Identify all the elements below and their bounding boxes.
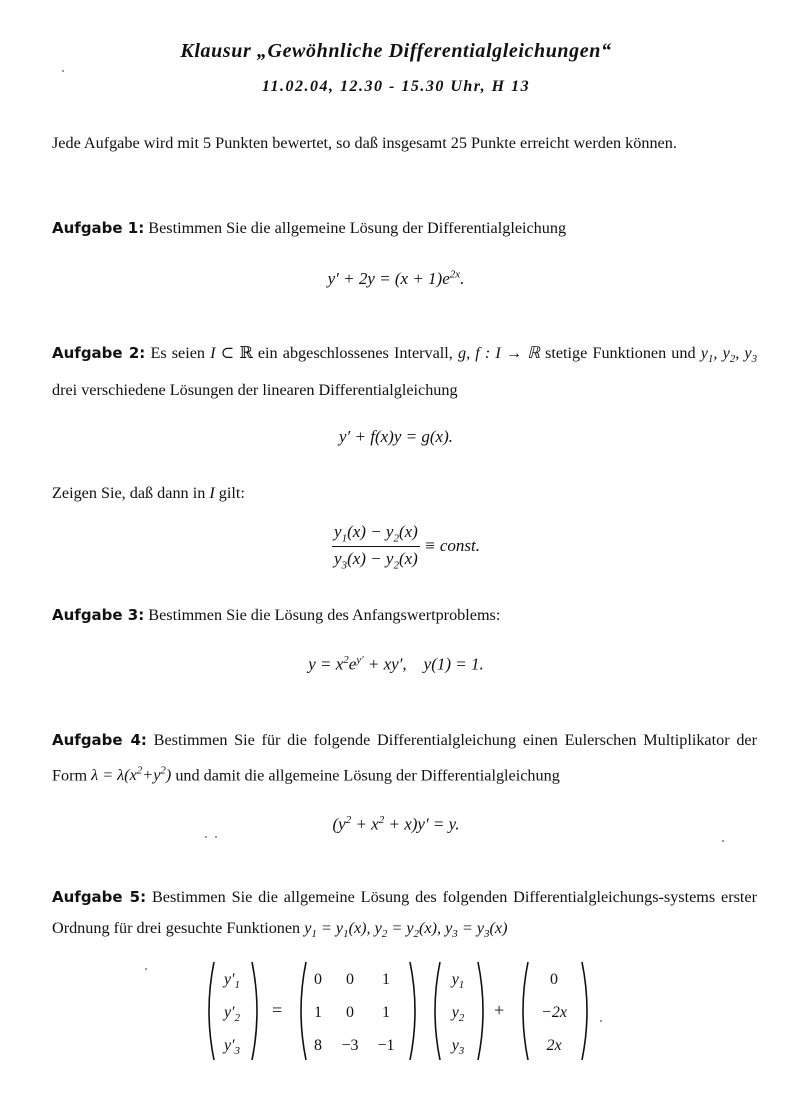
task-4-text-b: und damit die allgemeine Lösung der Differentialgleichung xyxy=(175,766,560,785)
task-5-label: Aufgabe 5: xyxy=(52,888,147,906)
matrix-cell: 0 xyxy=(346,971,354,988)
task-4-text-a: Bestimmen Sie für die folgende Differentialgleichung einen Eulerschen Multiplikator der Form xyxy=(52,731,757,785)
task-2-claim-text-a: Zeigen Sie, daß dann in xyxy=(52,484,206,502)
vec-y2: $y_2$ xyxy=(451,1004,465,1025)
rhs-right-paren xyxy=(580,960,594,1062)
matrix-cell: 8 xyxy=(314,1037,322,1054)
task-2-fraction-formula xyxy=(10,522,792,572)
task-3-formula: $y = x^2e^{y'} + xy'$, y(1) = 1. xyxy=(308,654,484,674)
task-4-multiplier: $\lambda = \lambda(x^2+y^2)$ xyxy=(91,765,172,785)
plus-sign: + xyxy=(494,1000,505,1020)
lhs-right-paren xyxy=(250,960,264,1062)
task-2-fraction xyxy=(332,522,420,572)
task-5-matrix-system xyxy=(196,956,616,1066)
scan-dot xyxy=(722,840,724,842)
task-3-text: Bestimmen Sie die Lösung des Anfangswertproblems: xyxy=(148,606,501,624)
task-5-functions: $y_1 = y_1(x)$, $y_2 = y_2(x)$, $y_3 = y_3(x)$ xyxy=(304,919,508,941)
rhs-cell: −2x xyxy=(541,1004,567,1021)
lhs-y2-prime: $y'_2$ xyxy=(223,1004,241,1025)
task-2-claim-text-b: gilt: xyxy=(218,484,245,502)
exam-subtitle: 11.02.04, 12.30 - 15.30 Uhr, H 13 xyxy=(261,78,531,95)
matrix-right-paren xyxy=(408,960,422,1062)
task-2-text-b: ⊂ ℝ ein abgeschlossenes Intervall, xyxy=(220,344,453,362)
scan-dot xyxy=(145,968,147,970)
task-2-functions: g, f : I → ℝ xyxy=(457,344,540,362)
matrix-cell: −1 xyxy=(377,1037,395,1054)
task-5-text-a: Bestimmen Sie die allgemeine Lösung des folgenden Differentialgleichungs-systems erster Ordnung für drei gesuchte Funktionen xyxy=(52,888,757,937)
task-3-label: Aufgabe 3: xyxy=(52,606,145,624)
vec-y1: $y_1$ xyxy=(451,971,465,992)
task-1-text: Bestimmen Sie die allgemeine Lösung der Differentialgleichung xyxy=(148,219,567,237)
lhs-y1-prime: $y'_1$ xyxy=(223,971,241,992)
scan-dot xyxy=(215,836,217,838)
task-1 xyxy=(52,213,757,244)
task-2-claim-set: I xyxy=(209,484,215,502)
task-4 xyxy=(52,725,757,791)
task-2-text-c: stetige Funktionen und xyxy=(545,344,696,362)
exam-title: Klausur „Gewöhnliche Differentialgleichungen“ xyxy=(180,40,612,62)
vec-y3: $y_3$ xyxy=(451,1037,465,1058)
task-2-claim xyxy=(52,478,757,509)
task-2-set-I: I xyxy=(210,344,216,362)
task-4-label: Aufgabe 4: xyxy=(52,731,147,749)
equals-sign: = xyxy=(272,1000,283,1020)
task-2-text-a: Es seien xyxy=(150,344,205,362)
task-2 xyxy=(52,338,757,406)
matrix-cell: 0 xyxy=(346,1004,354,1021)
task-2-solutions: $y_1$, $y_2$, $y_3$ xyxy=(700,344,758,366)
task-3 xyxy=(52,600,757,631)
matrix-cell: −3 xyxy=(341,1037,359,1054)
task-2-text-d: drei verschiedene Lösungen der linearen Differentialgleichung xyxy=(52,381,458,400)
rhs-cell: 2x xyxy=(546,1037,562,1054)
task-1-formula xyxy=(0,268,792,289)
task-2-formula: y′ + f(x)y = g(x). xyxy=(339,427,453,446)
intro-text: Jede Aufgabe wird mit 5 Punkten bewertet, so daß insgesamt 25 Punkte erreicht werden können. xyxy=(52,134,677,152)
rhs-cell: 0 xyxy=(550,971,558,988)
task-2-label: Aufgabe 2: xyxy=(52,344,146,362)
fraction-denominator: $y_3(x) - y_2(x)$ xyxy=(334,549,418,572)
scan-dot xyxy=(600,1020,602,1022)
matrix-cell: 1 xyxy=(314,1004,322,1021)
task-5 xyxy=(52,882,757,950)
vec-right-paren xyxy=(476,960,490,1062)
task-1-formula-text: $y' + 2y = (x + 1)e^{2x}$. xyxy=(327,268,465,288)
lhs-y3-prime: $y'_3$ xyxy=(223,1037,241,1058)
fraction-numerator: $y_1(x) - y_2(x)$ xyxy=(332,522,420,547)
fraction-rhs: ≡ const. xyxy=(424,535,480,555)
matrix-cell: 0 xyxy=(314,971,322,988)
task-4-formula: $(y^2 + x^2 + x)y' = y$. xyxy=(332,814,460,834)
rhs-left-paren xyxy=(516,960,530,1062)
scan-dot xyxy=(62,70,64,72)
matrix-cell: 1 xyxy=(382,1004,390,1021)
scan-dot xyxy=(205,836,207,838)
matrix-cell: 1 xyxy=(382,971,390,988)
task-1-label: Aufgabe 1: xyxy=(52,219,145,237)
